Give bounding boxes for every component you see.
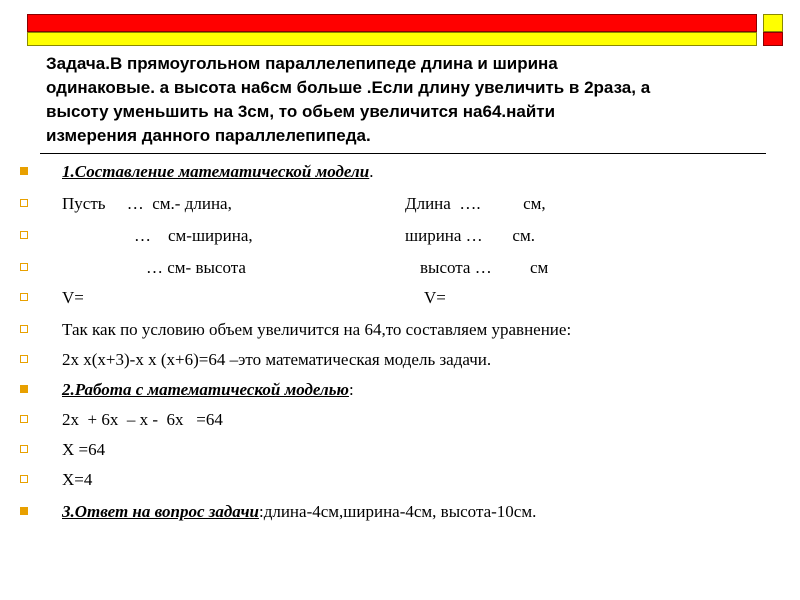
bullet-icon bbox=[20, 355, 28, 363]
volume-left: V= bbox=[62, 288, 84, 307]
bullet-icon bbox=[20, 385, 28, 393]
bullet-icon bbox=[20, 293, 28, 301]
slide-title bbox=[46, 52, 766, 148]
bullet-icon bbox=[20, 507, 28, 515]
equation-line-2: Х =64 bbox=[62, 440, 106, 459]
bullet-icon bbox=[20, 415, 28, 423]
step1-suffix: . bbox=[369, 162, 374, 181]
equation-line-1: 2х + 6х – х - 6х =64 bbox=[62, 410, 223, 429]
list-item bbox=[0, 316, 800, 344]
step-heading-line bbox=[62, 158, 374, 186]
list-item bbox=[0, 498, 800, 526]
bullet-icon bbox=[20, 475, 28, 483]
title-line: Задача.В прямоугольном параллелепипеде длина и ширина bbox=[46, 54, 558, 73]
let-width-left: … см-ширина, bbox=[134, 226, 253, 245]
decor-square-yellow bbox=[763, 14, 783, 32]
let-length-left: Пусть … см.- длина, bbox=[62, 194, 232, 213]
let-width-right: ширина … см. bbox=[405, 226, 535, 245]
let-height-left: … см- высота bbox=[146, 258, 246, 277]
step2-suffix: : bbox=[348, 380, 354, 399]
list-item bbox=[0, 406, 800, 434]
decor-bar-yellow bbox=[27, 32, 757, 46]
let-height-right: высота … см bbox=[420, 258, 549, 277]
list-item bbox=[0, 222, 800, 250]
bullet-icon bbox=[20, 199, 28, 207]
list-item bbox=[0, 436, 800, 464]
list-item bbox=[0, 254, 800, 282]
list-item bbox=[0, 466, 800, 494]
equation-line-3: Х=4 bbox=[62, 470, 93, 489]
bullet-icon bbox=[20, 263, 28, 271]
bullet-icon bbox=[20, 445, 28, 453]
model-text: 2х х(х+3)-х х (х+6)=64 –это математическая модель задачи. bbox=[62, 350, 492, 369]
title-line: высоту уменьшить на 3см, то обьем увеличится на64.найти bbox=[46, 102, 556, 121]
list-item bbox=[0, 158, 800, 186]
step-heading-line bbox=[62, 498, 536, 526]
list-item bbox=[0, 190, 800, 218]
title-line: одинаковые. а высота на6см больше .Если длину увеличить в 2раза, а bbox=[46, 78, 651, 97]
let-length-right: Длина …. см, bbox=[405, 194, 546, 213]
bullet-icon bbox=[20, 231, 28, 239]
bullet-icon bbox=[20, 325, 28, 333]
list-item bbox=[0, 376, 800, 404]
decor-square-red bbox=[763, 32, 783, 46]
condition-text: Так как по условию объем увеличится на 64,то составляем уравнение: bbox=[62, 320, 572, 339]
step2-heading: 2.Работа с математической моделью bbox=[62, 380, 349, 399]
step1-heading: 1.Составление математической модели bbox=[62, 162, 370, 181]
list-item bbox=[0, 284, 800, 312]
volume-right: V= bbox=[424, 288, 446, 307]
title-divider bbox=[40, 153, 766, 154]
bullet-icon bbox=[20, 167, 28, 175]
list-item bbox=[0, 346, 800, 374]
title-line: измерения данного параллелепипеда. bbox=[46, 126, 371, 145]
decor-bar-red bbox=[27, 14, 757, 32]
step3-heading: 3.Ответ на вопрос задачи bbox=[62, 502, 259, 521]
step-heading-line bbox=[62, 376, 354, 404]
answer-text: :длина-4см,ширина-4см, высота-10см. bbox=[258, 502, 537, 521]
